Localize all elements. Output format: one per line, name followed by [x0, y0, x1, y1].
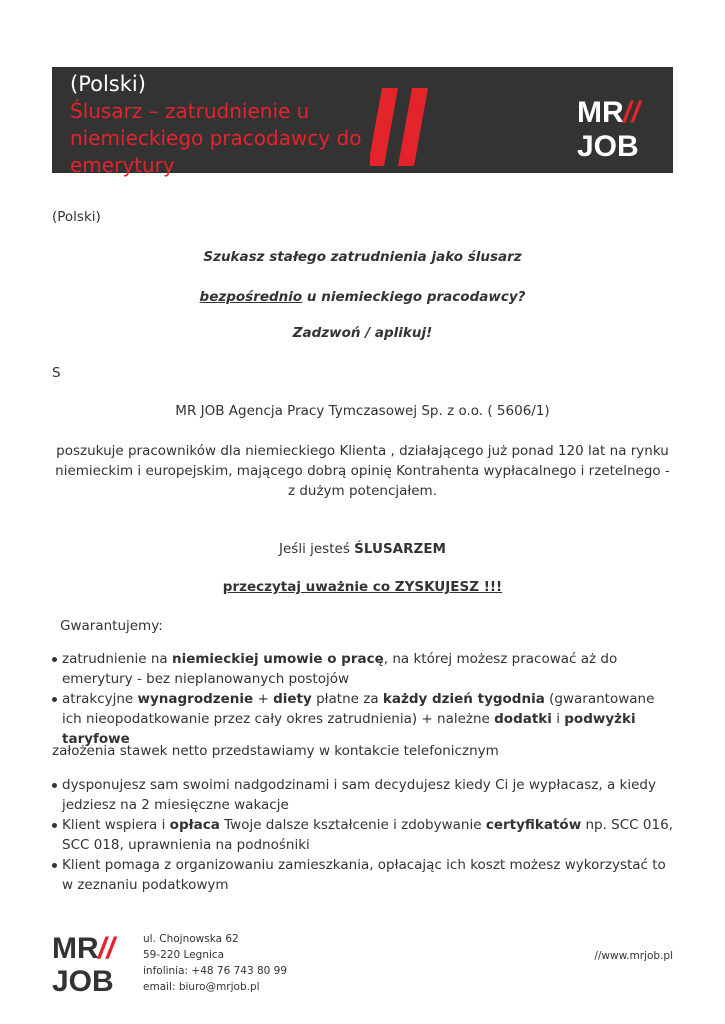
logo-text-mr: MR	[577, 96, 624, 129]
list-item-text: +	[253, 691, 274, 707]
list-item-bold: każdy dzień tygodnia	[382, 691, 545, 707]
footer-logo-text-mr: MR	[52, 932, 99, 965]
list-item: Klient pomaga z organizowaniu zamieszkania, opłacając ich koszt możesz wykorzystać to w zeznaniu podatkowym	[52, 855, 673, 895]
logo-text-job: JOB	[577, 130, 639, 159]
list-item-text: atrakcyjne	[62, 691, 138, 707]
header-banner	[52, 67, 673, 177]
mrjob-logo	[577, 95, 657, 163]
headline-2-underlined: bezpośrednio	[199, 289, 303, 305]
headline-2-rest: u niemieckiego pracodawcy?	[302, 289, 526, 305]
list-item-text: Twoje dalsze kształcenie i zdobywanie	[219, 817, 486, 833]
guarantee-list	[52, 649, 673, 749]
list-item-text: Klient wspiera i	[62, 817, 170, 833]
body-language-label: (Polski)	[52, 209, 101, 225]
if-you-are-prefix: Jeśli jesteś	[279, 541, 355, 557]
list-item	[52, 689, 673, 749]
guarantee-label: Gwarantujemy:	[60, 618, 163, 634]
slashes-decoration-icon	[370, 88, 480, 168]
list-item-text: płatne za	[311, 691, 383, 707]
rates-note: założenia stawek netto przedstawiamy w kontakcie telefonicznym	[52, 743, 499, 759]
stray-letter: S	[52, 365, 61, 381]
headline-2	[52, 287, 673, 307]
header-language-label: (Polski)	[70, 72, 146, 96]
list-item-bold: diety	[273, 691, 312, 707]
list-item	[52, 815, 673, 855]
footer-address	[143, 931, 287, 995]
list-item: dysponujesz sam swoimi nadgodzinami i sam decydujesz kiedy Ci je wypłacasz, a kiedy jedziesz na 2 miesięczne wakacje	[52, 775, 673, 815]
footer-logo-text-job: JOB	[52, 965, 114, 994]
list-item-bold: certyfikatów	[485, 817, 582, 833]
company-name: MR JOB Agencja Pracy Tymczasowej Sp. z o.o. ( 5606/1)	[175, 403, 550, 419]
website-link[interactable]: //www.mrjob.pl	[594, 950, 673, 962]
address-street: ul. Chojnowska 62	[143, 933, 239, 945]
if-you-are-line	[52, 539, 673, 559]
logo-slashes: //	[623, 96, 640, 129]
headline-1: Szukasz stałego zatrudnienia jako ślusarz	[203, 249, 522, 265]
footer-logo-slashes: //	[98, 932, 115, 965]
list-item-text: np. SCC 016, SCC 018, uprawnienia na podnośniki	[62, 817, 673, 853]
benefits-list	[52, 775, 673, 895]
phone-info: infolinia: +48 76 743 80 99	[143, 965, 288, 977]
email-info: email: biuro@mrjob.pl	[143, 981, 260, 993]
job-title: Ślusarz – zatrudnienie u niemieckiego pracodawcy do emerytury	[70, 99, 362, 177]
list-item-bold: niemieckiej umowie o pracę	[171, 651, 384, 667]
read-carefully-line: przeczytaj uważnie co ZYSKUJESZ !!!	[222, 579, 503, 595]
footer-logo	[52, 930, 132, 998]
headline-3: Zadzwoń / aplikuj!	[292, 325, 433, 341]
intro-paragraph: poszukuje pracowników dla niemieckiego Klienta , działającego już ponad 120 lat na rynku niemieckim i europejskim, mającego dobrą opinię Kontrahenta wypłacalnego i rzetelnego - z dużym potencjałem.	[55, 443, 670, 499]
if-you-are-bold: ŚLUSARZEM	[354, 541, 446, 557]
list-item-text: (gwarantowane ich nieopodatkowanie przez cały okres zatrudnienia) + należne	[62, 691, 655, 727]
list-item-text: , na której możesz pracować aż do emerytury - bez nieplanowanych postojów	[62, 651, 618, 687]
list-item-bold: opłaca	[169, 817, 220, 833]
list-item-bold: dodatki	[494, 711, 552, 727]
list-item	[52, 649, 673, 689]
list-item-text: zatrudnienie na	[62, 651, 172, 667]
list-item-text: i	[551, 711, 565, 727]
address-city: 59-220 Legnica	[143, 949, 225, 961]
list-item-bold: podwyżki taryfowe	[62, 711, 636, 747]
list-item-bold: wynagrodzenie	[137, 691, 254, 707]
